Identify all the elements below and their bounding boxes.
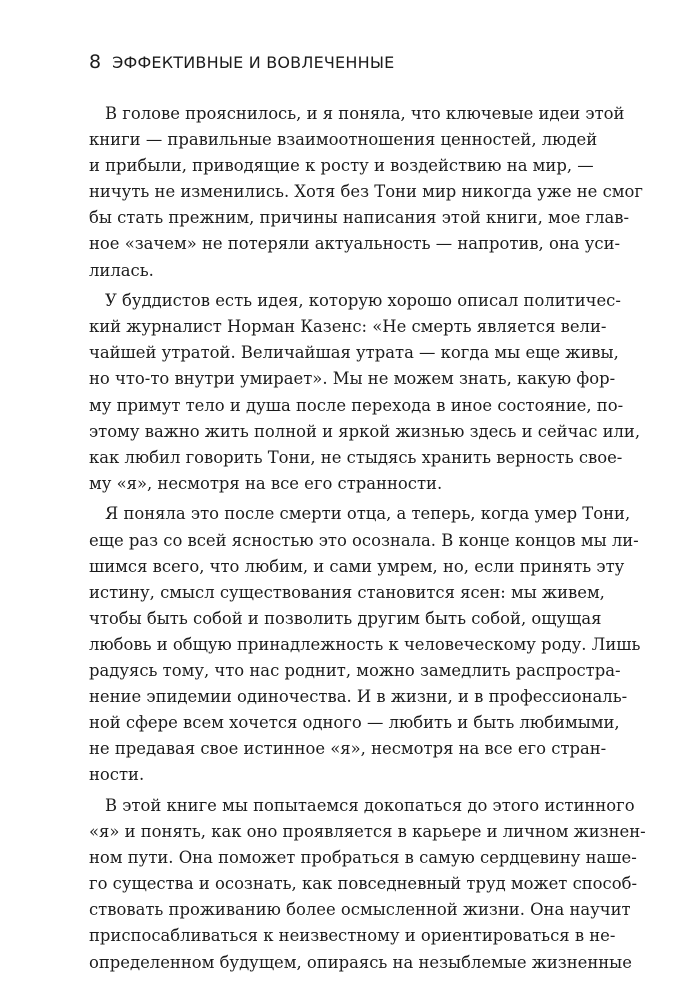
text-line: и прибыли, приводящие к росту и воздействию на мир, — xyxy=(89,156,594,176)
text-line: чайшей утратой. Величайшая утрата — когда мы еще живы, xyxy=(89,343,619,363)
text-line: чтобы быть собой и позволить другим быть собой, ощущая xyxy=(89,608,602,628)
text-line: истину, смысл существования становится ясен: мы живем, xyxy=(89,582,605,602)
text-line: как любил говорить Тони, не стыдясь хранить верность свое- xyxy=(89,447,623,467)
text-line: этому важно жить полной и яркой жизнью здесь и сейчас или, xyxy=(89,421,641,441)
text-line: шимся всего, что любим, и сами умрем, но, если принять эту xyxy=(89,556,625,576)
text-line: Я поняла это после смерти отца, а теперь, когда умер Тони, xyxy=(105,504,631,524)
text-line: кий журналист Норман Казенс: «Не смерть является вели- xyxy=(89,317,607,337)
text-line: му примут тело и душа после перехода в иное состояние, по- xyxy=(89,395,624,415)
text-line: радуясь тому, что нас роднит, можно замедлить распростра- xyxy=(89,660,621,680)
text-line: лилась. xyxy=(89,260,154,280)
paragraph xyxy=(89,793,646,976)
text-line: ной сфере всем хочется одного — любить и быть любимыми, xyxy=(89,713,620,733)
text-line: ничуть не изменились. Хотя без Тони мир никогда уже не смог xyxy=(89,182,643,202)
text-line: ное «зачем» не потеряли актуальность — напротив, она уси- xyxy=(89,234,621,254)
body-text xyxy=(89,101,646,980)
running-head xyxy=(89,50,394,74)
paragraph xyxy=(89,501,641,788)
text-line: определенном будущем, опираясь на незыблемые жизненные xyxy=(89,952,632,972)
text-line: ности. xyxy=(89,765,145,785)
text-line: нение эпидемии одиночества. И в жизни, и в профессиональ- xyxy=(89,687,628,707)
text-line: В голове прояснилось, и я поняла, что ключевые идеи этой xyxy=(105,104,625,123)
text-line: му «я», несмотря на все его странности. xyxy=(89,473,443,493)
text-line: го существа и осознать, как повседневный труд может способ- xyxy=(89,874,638,894)
page-number: 8 xyxy=(89,51,102,73)
paragraph xyxy=(89,288,641,497)
text-line: приспосабливаться к неизвестному и ориентироваться в не- xyxy=(89,926,616,946)
text-line: У буддистов есть идея, которую хорошо описал политичес- xyxy=(105,291,621,311)
text-line: бы стать прежним, причины написания этой книги, мое глав- xyxy=(89,208,630,228)
text-line: не предавая свое истинное «я», несмотря на все его стран- xyxy=(89,739,607,759)
running-title: ЭФФЕКТИВНЫЕ И ВОВЛЕЧЕННЫЕ xyxy=(112,52,395,72)
text-line: еще раз со всей ясностью это осознала. В конце концов мы ли- xyxy=(89,530,639,550)
text-line: ствовать проживанию более осмысленной жизни. Она научит xyxy=(89,900,631,920)
text-line: «я» и понять, как оно проявляется в карьере и личном жизнен- xyxy=(89,822,646,842)
text-line: В этой книге мы попытаемся докопаться до этого истинного xyxy=(105,795,635,815)
text-line: любовь и общую принадлежность к человеческому роду. Лишь xyxy=(89,634,641,654)
text-line: книги — правильные взаимоотношения ценностей, людей xyxy=(89,130,598,150)
text-line: но что-то внутри умирает». Мы не можем знать, какую фор- xyxy=(89,369,616,389)
text-line: ном пути. Она поможет пробраться в самую сердцевину наше- xyxy=(89,848,637,868)
paragraph xyxy=(89,101,643,284)
